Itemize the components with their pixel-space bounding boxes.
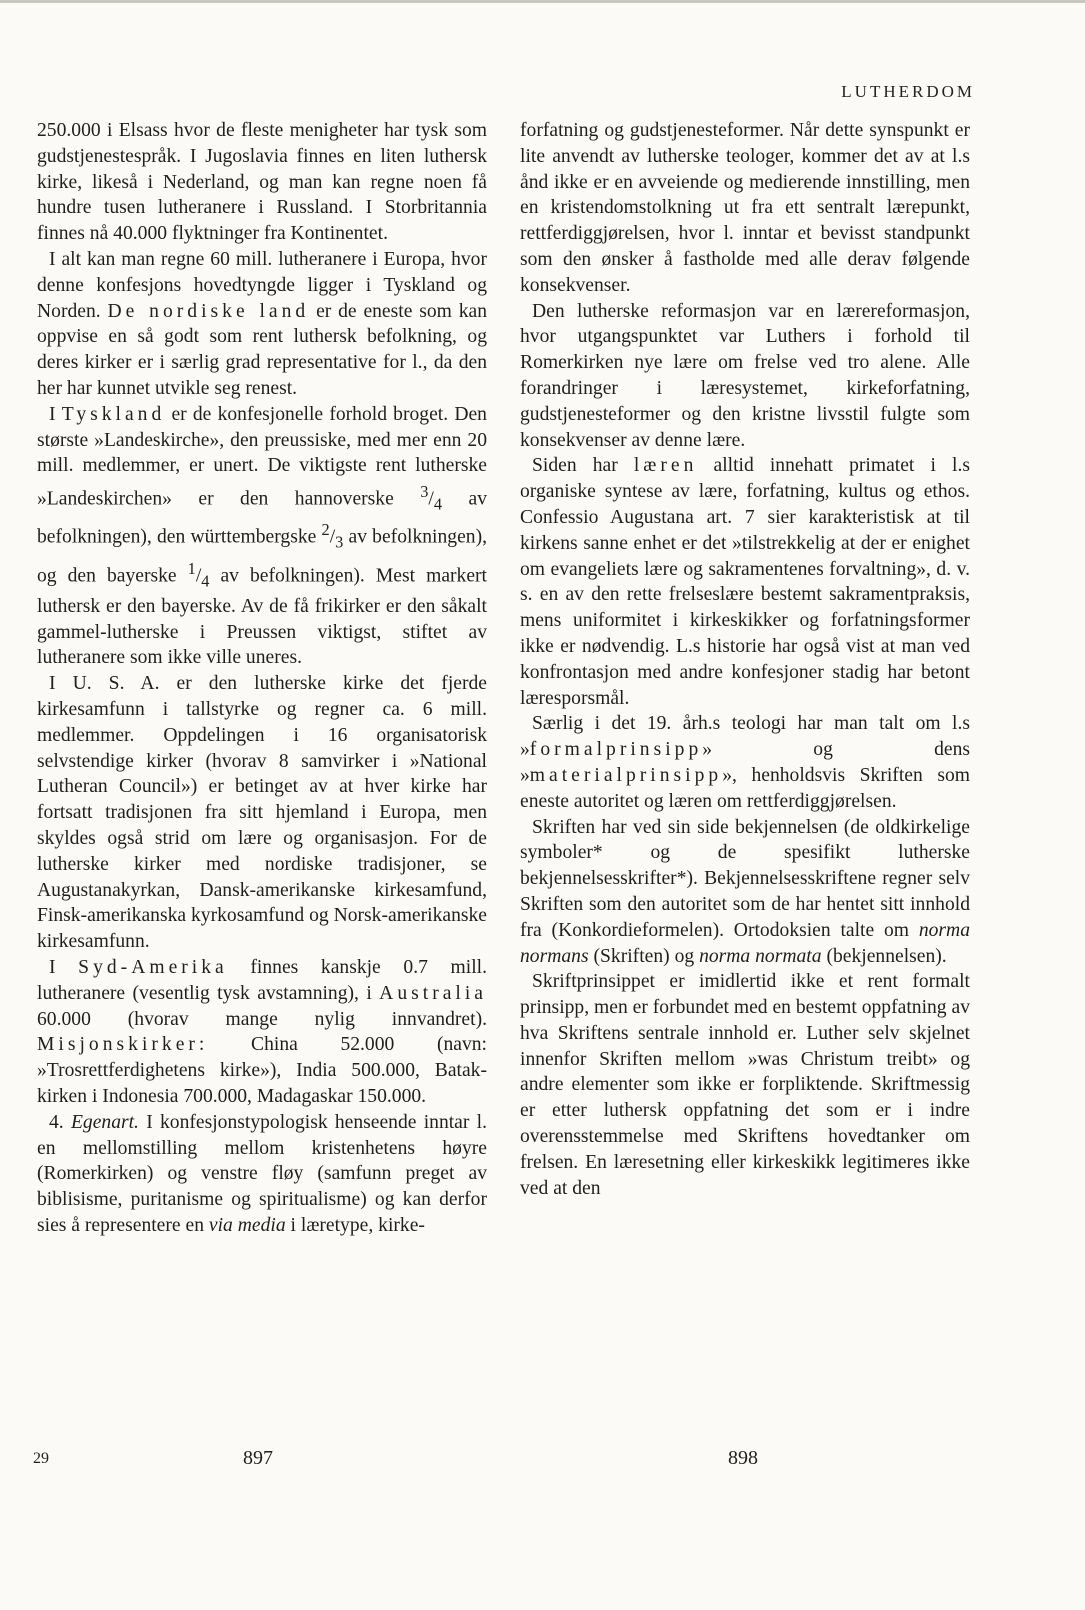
- paragraph: Den lutherske reformasjon var en lærereformasjon, hvor utgangspunktet var Luthers i forhold til Romerkirken nye lære om frelse ved tro alene. Alle forandringer i læresystemet, kirkeforfatning, gudstjenesteformer og den kristne livsstil fulgte som konsekvenser av denne lære.: [520, 300, 970, 451]
- paragraph: I U. S. A. er den lutherske kirke det fjerde kirkesamfunn i tallstyrke og regner ca. 6 mill. medlemmer. Oppdelingen i 16 organisatorisk selvstendige kirker (hvorav 8 samvirker i »National Lutheran Council») er betinget av at hver kirke har fortsatt tradisjonen fra sitt hjemland i Europa, men skyldes også strid om lære og organisasjon. For de lutherske kirker med nordiske tradisjoner, se Augustanakyrkan, Dansk-amerikanske kirkesamfund, Finsk-amerikanska kyrkosamfund og Norsk-amerikanske kirkesamfunn.: [37, 673, 488, 953]
- page-number-left: 897: [243, 1447, 273, 1469]
- paragraph: 4. Egenart. I konfesjonstypologisk henseende inntar l. en mellomstilling mellom kristenhetens høyre (Romerkirken) og venstre fløy (samfunn preget av biblisisme, puritanisme og spiritualisme) og kan derfor sies å representere en via media i læretype, kirke-: [37, 1111, 487, 1236]
- running-head: LUTHERDOM: [841, 82, 975, 101]
- page-top-border: [0, 0, 1085, 3]
- paragraph: Skriften har ved sin side bekjennelsen (de oldkirkelige symboler* og de spesifikt lutherske bekjennelsesskrifter*). Bekjennelsesskriftene regner selv Skriften som den autoritet som de har hentet sitt innhold fra (Konkordieformelen). Ortodoksien talte om norma normans (Skriften) og norma normata (bekjennelsen).: [520, 816, 970, 967]
- paragraph: forfatning og gudstjenesteformer. Når dette synspunkt er lite anvendt av lutherske teologer, kommer det av at l.s ånd ikke er en avveiende og medierende innstilling, men en kristendomstolkning ut fra ett sentralt lærepunkt, rettferdiggjørelsen, hvor l. inntar et bevisst standpunkt som den ønsker å fastholde med alle derav følgende konsekvenser.: [520, 120, 970, 296]
- page-number-right: 898: [728, 1447, 758, 1469]
- paragraph: I Syd-Amerika finnes kanskje 0.7 mill. lutheranere (vesentlig tysk avstamning), i Australia 60.000 (hvorav mange nylig innvandret). Misjonskirker: China 52.000 (navn: »Trosrettferdighetens kirke»), India 500.000, Batak-kirken i Indonesia 700.000, Madagaskar 150.000.: [37, 957, 487, 1107]
- right-column: [520, 118, 970, 1201]
- paragraph: I Tyskland er de konfesjonelle forhold broget. Den største »Landeskirche», den preussiske, med mer enn 20 mill. medlemmer, er unert. De viktigste rent lutherske »Landeskirchen» er den hannoverske $^3/_4$ av befolkningen), den württembergske $^2/_3$ av befolkningen), og den bayerske $^1/_4$ av befolkningen). Mest markert luthersk er den bayerske. Av de få frikirker er den såkalt gammel-lutherske i Preussen viktigst, stiftet av lutheranere som ikke ville uneres.: [37, 403, 487, 669]
- signature-mark: 29: [33, 1450, 49, 1467]
- paragraph: 250.000 i Elsass hvor de fleste menigheter har tysk som gudstjenestespråk. I Jugoslavia finnes en liten luthersk kirke, likeså i Nederland, og man kan regne noen få hundre tusen lutheranere i Russland. I Storbritannia finnes nå 40.000 flyktninger fra Kontinentet.: [37, 120, 487, 245]
- paragraph: Siden har læren alltid innehatt primatet i l.s organiske syntese av lære, forfatning, kultus og ethos. Confessio Augustana art. 7 sier karakteristisk at til kirkens sanne enhet er det »tilstrekkelig at der er enighet om evangeliets lære og sakramentenes forvaltning», d. v. s. en av den rette frelseslære bestemt sakramentpraksis, mens uniformitet i kirkeskikker og forfatningsformer ikke er nødvendig. L.s historie har også vist at man ved konfrontasjon med andre konfesjoner stadig har betont læresporsmål.: [520, 455, 970, 709]
- paragraph: I alt kan man regne 60 mill. lutheranere i Europa, hvor denne konfesjons hovedtyngde ligger i Tyskland og Norden. De nordiske land er de eneste som kan oppvise en så godt som rent luthersk befolkning, og deres kirker er i særlig grad representative for l., da den her har kunnet utvikle seg renest.: [37, 248, 488, 399]
- paragraph: Skriftprinsippet er imidlertid ikke et rent formalt prinsipp, men er forbundet med en bestemt oppfatning av hva Skriftens sentrale innhold er. Luther selv skjelnet innenfor Skriften mellom »was Christum treibt» og andre elementer som ikke er forpliktende. Skriftmessig er etter luthersk oppfatning det som er i indre overensstemmelse med Skriftens hovedtanker om frelsen. En læresetning eller kirkeskikk legitimeres ikke ved at den: [520, 971, 970, 1199]
- paragraph: Særlig i det 19. årh.s teologi har man talt om l.s »formalprinsipp» og dens »materialprinsipp», henholdsvis Skriften som eneste autoritet og læren om rettferdiggjørelsen.: [520, 713, 970, 812]
- left-column: [37, 118, 487, 1239]
